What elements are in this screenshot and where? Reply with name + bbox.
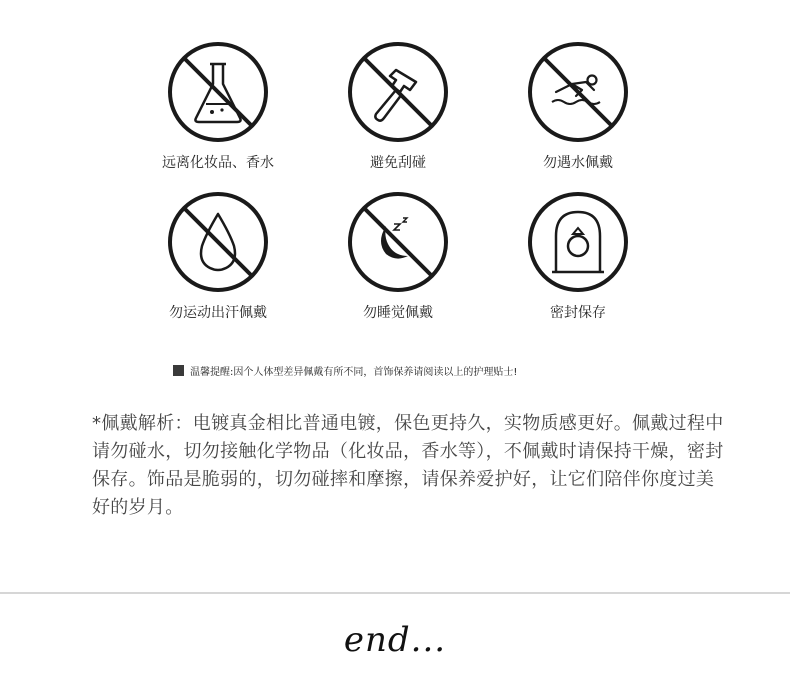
- swimmer-icon: [526, 40, 630, 144]
- care-item-storage: [488, 190, 668, 322]
- care-label-sweat: 勿运动出汗佩戴: [169, 305, 267, 321]
- care-item-cosmetics: [128, 40, 308, 172]
- care-item-scratch: [308, 40, 488, 172]
- wear-description: *佩戴解析：电镀真金相比普通电镀，保色更持久，实物质感更好。佩戴过程中请勿碰水，切勿接触化学物品（化妆品，香水等），不佩戴时请保持干燥，密封保存。饰品是脆弱的，切勿碰摔和摩擦，请保养爱护好，让它们陪伴你度过美好的岁月。: [92, 413, 724, 518]
- care-label-storage: 密封保存: [550, 305, 606, 321]
- section-divider: [0, 592, 790, 594]
- care-label-scratch: 避免刮碰: [370, 155, 426, 171]
- care-item-sweat: [128, 190, 308, 322]
- moon-sleep-icon: [346, 190, 450, 294]
- hammer-icon: [346, 40, 450, 144]
- care-label-water: 勿遇水佩戴: [543, 155, 613, 171]
- care-item-water: [488, 40, 668, 172]
- care-tip: [173, 363, 517, 378]
- ring-box-icon: [526, 190, 630, 294]
- square-bullet-icon: [173, 365, 184, 376]
- care-tip-text: 温馨提醒:因个人体型差异佩戴有所不同，首饰保养请阅读以上的护理贴士!: [190, 367, 518, 378]
- care-label-cosmetics: 远离化妆品、香水: [162, 155, 274, 171]
- flask-icon: [166, 40, 270, 144]
- care-item-sleep: [308, 190, 488, 322]
- end-text: end...: [343, 620, 447, 660]
- care-label-sleep: 勿睡觉佩戴: [363, 305, 433, 321]
- water-drop-icon: [166, 190, 270, 294]
